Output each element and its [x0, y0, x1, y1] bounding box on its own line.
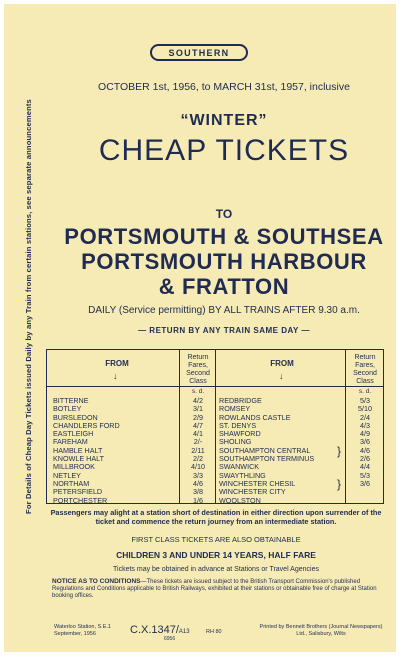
units-label-left: s. d. [191, 388, 205, 395]
fare-value: 2/9 [193, 412, 203, 422]
station-name: PORTCHESTER [53, 495, 108, 505]
issuer-block [54, 624, 111, 637]
fare-value: 3/8 [193, 487, 203, 497]
code-suffix: A13 [178, 629, 190, 635]
service-line: DAILY (Service permitting) BY ALL TRAINS AFTER 9.30 a.m. [88, 305, 360, 316]
handbill-code [130, 624, 190, 636]
table-divider [215, 350, 216, 503]
station-name: SHAWFORD [219, 429, 261, 439]
station-name: SOUTHAMPTON CENTRAL [219, 445, 311, 455]
station-name: NORTHAM [53, 478, 90, 488]
fare-value: 4/6 [193, 478, 203, 488]
destination-fratton: & FRATTON [158, 274, 290, 299]
printer-line: Ltd., Salisbury, Wilts [296, 630, 346, 637]
season-title: “WINTER” [180, 112, 268, 129]
printer-line: Printed by Bennett Brothers (Journal Newspapers) [259, 624, 383, 630]
left-fares [181, 397, 215, 505]
fare-value: 4/7 [193, 420, 203, 430]
code-sub: 6956 [164, 636, 176, 642]
station-name: ROMSEY [219, 404, 251, 414]
issuer-line: Waterloo Station, S.E.1 [54, 624, 111, 630]
fare-value: 4/3 [360, 420, 370, 430]
fares-table [46, 349, 384, 504]
units-label-right: s. d. [358, 388, 372, 395]
from-header-right: FROM [270, 359, 294, 368]
conditions-notice [52, 578, 382, 600]
fare-value: 2/11 [191, 445, 205, 455]
children-note: CHILDREN 3 AND UNDER 14 YEARS, HALF FARE [116, 550, 316, 560]
from-header-left: FROM [105, 359, 129, 368]
main-heading: CHEAP TICKETS [98, 134, 350, 167]
right-fares [347, 397, 383, 488]
fare-value: 4/9 [360, 429, 370, 439]
issuer-date: September, 1956 [54, 630, 96, 637]
table-header-rule [47, 386, 383, 387]
station-name: NETLEY [53, 470, 81, 480]
fare-value: 5/3 [360, 470, 370, 480]
fare-value: 2/2 [193, 454, 203, 464]
station-name: BURSLEDON [53, 412, 98, 422]
logo-text: SOUTHERN [168, 47, 230, 58]
fare-value: 2/4 [360, 412, 370, 422]
station-name: EASTLEIGH [53, 429, 94, 439]
left-stations [53, 397, 120, 505]
brace-icon: } [337, 444, 342, 458]
station-name: KNOWLE HALT [53, 454, 104, 464]
fare-value: 2/6 [360, 454, 370, 464]
station-name: REDBRIDGE [219, 396, 262, 405]
station-name: ROWLANDS CASTLE [219, 412, 291, 422]
destination-portsmouth-harbour: PORTSMOUTH HARBOUR [81, 249, 367, 274]
code-main: C.X.1347/ [130, 624, 179, 636]
fare-value: 4/10 [191, 462, 205, 472]
first-class-note: FIRST CLASS TICKETS ARE ALSO OBTAINABLE [131, 535, 301, 544]
fare-value: 4/4 [360, 462, 370, 472]
station-name: SWANWICK [219, 462, 260, 472]
printer-block [256, 624, 386, 637]
fare-header-left: Return Fares, Second Class [186, 354, 210, 386]
fare-value: 1/6 [193, 495, 203, 505]
fare-value: 4/6 [360, 445, 370, 455]
fare-value: 3/6 [360, 437, 370, 447]
station-name: SHOLING [219, 437, 252, 447]
conditions-text: —These tickets are issued subject to the British Transport Commission's published Regulations and Conditions applicable to British Railways, exhibited at their stations or obtainable free of charge at Station booking offices. [52, 579, 377, 599]
station-name: HAMBLE HALT [53, 445, 103, 455]
side-note: For Details of Cheap Day Tickets issued Daily by any Train from certain stations, see separate announcements [24, 99, 33, 514]
fare-value: 4/1 [193, 429, 203, 439]
to-label: TO [215, 207, 233, 221]
station-name: SWAYTHLING [219, 470, 266, 480]
fare-value: 3/1 [193, 404, 203, 414]
passengers-note: Passengers may alight at a station short of destination in either direction upon surrender of the ticket and commence the return journey from an intermediate station. [50, 508, 382, 526]
code-right: RH 80 [206, 629, 222, 635]
right-stations [219, 397, 314, 505]
station-name: CHANDLERS FORD [53, 420, 120, 430]
fare-value: 3/3 [193, 470, 203, 480]
obtain-note: Tickets may be obtained in advance at Stations or Travel Agencies [113, 566, 319, 573]
fare-value: 3/6 [360, 478, 370, 488]
station-name: WINCHESTER CITY [219, 487, 286, 497]
validity-dates: OCTOBER 1st, 1956, to MARCH 31st, 1957, inclusive [98, 81, 350, 93]
station-name: MILLBROOK [53, 462, 95, 472]
brace-icon: } [337, 477, 342, 491]
table-divider [345, 350, 346, 503]
station-name: ST. DENYS [219, 420, 257, 430]
conditions-title: NOTICE AS TO CONDITIONS [52, 578, 141, 585]
fare-value: 2/- [193, 437, 203, 447]
station-name: FAREHAM [53, 437, 88, 447]
station-name: BITTERNE [53, 396, 89, 405]
station-name: WINCHESTER CHESIL [219, 478, 296, 488]
southern-logo [150, 44, 248, 61]
fare-value: 4/2 [193, 396, 203, 405]
down-arrow-icon: ↓ [279, 371, 284, 381]
destination-portsmouth-southsea: PORTSMOUTH & SOUTHSEA [64, 224, 384, 249]
down-arrow-icon: ↓ [113, 371, 118, 381]
station-name: PETERSFIELD [53, 487, 103, 497]
station-name: WOOLSTON [219, 495, 261, 505]
handbill [4, 4, 396, 652]
fare-value: 5/3 [360, 396, 370, 405]
return-line: — RETURN BY ANY TRAIN SAME DAY — [138, 326, 310, 335]
station-name: SOUTHAMPTON TERMINUS [219, 454, 315, 464]
table-divider [179, 350, 180, 503]
station-name: BOTLEY [53, 404, 82, 414]
fare-header-right: Return Fares, Second Class [353, 354, 377, 386]
fare-value: 5/10 [358, 404, 372, 414]
